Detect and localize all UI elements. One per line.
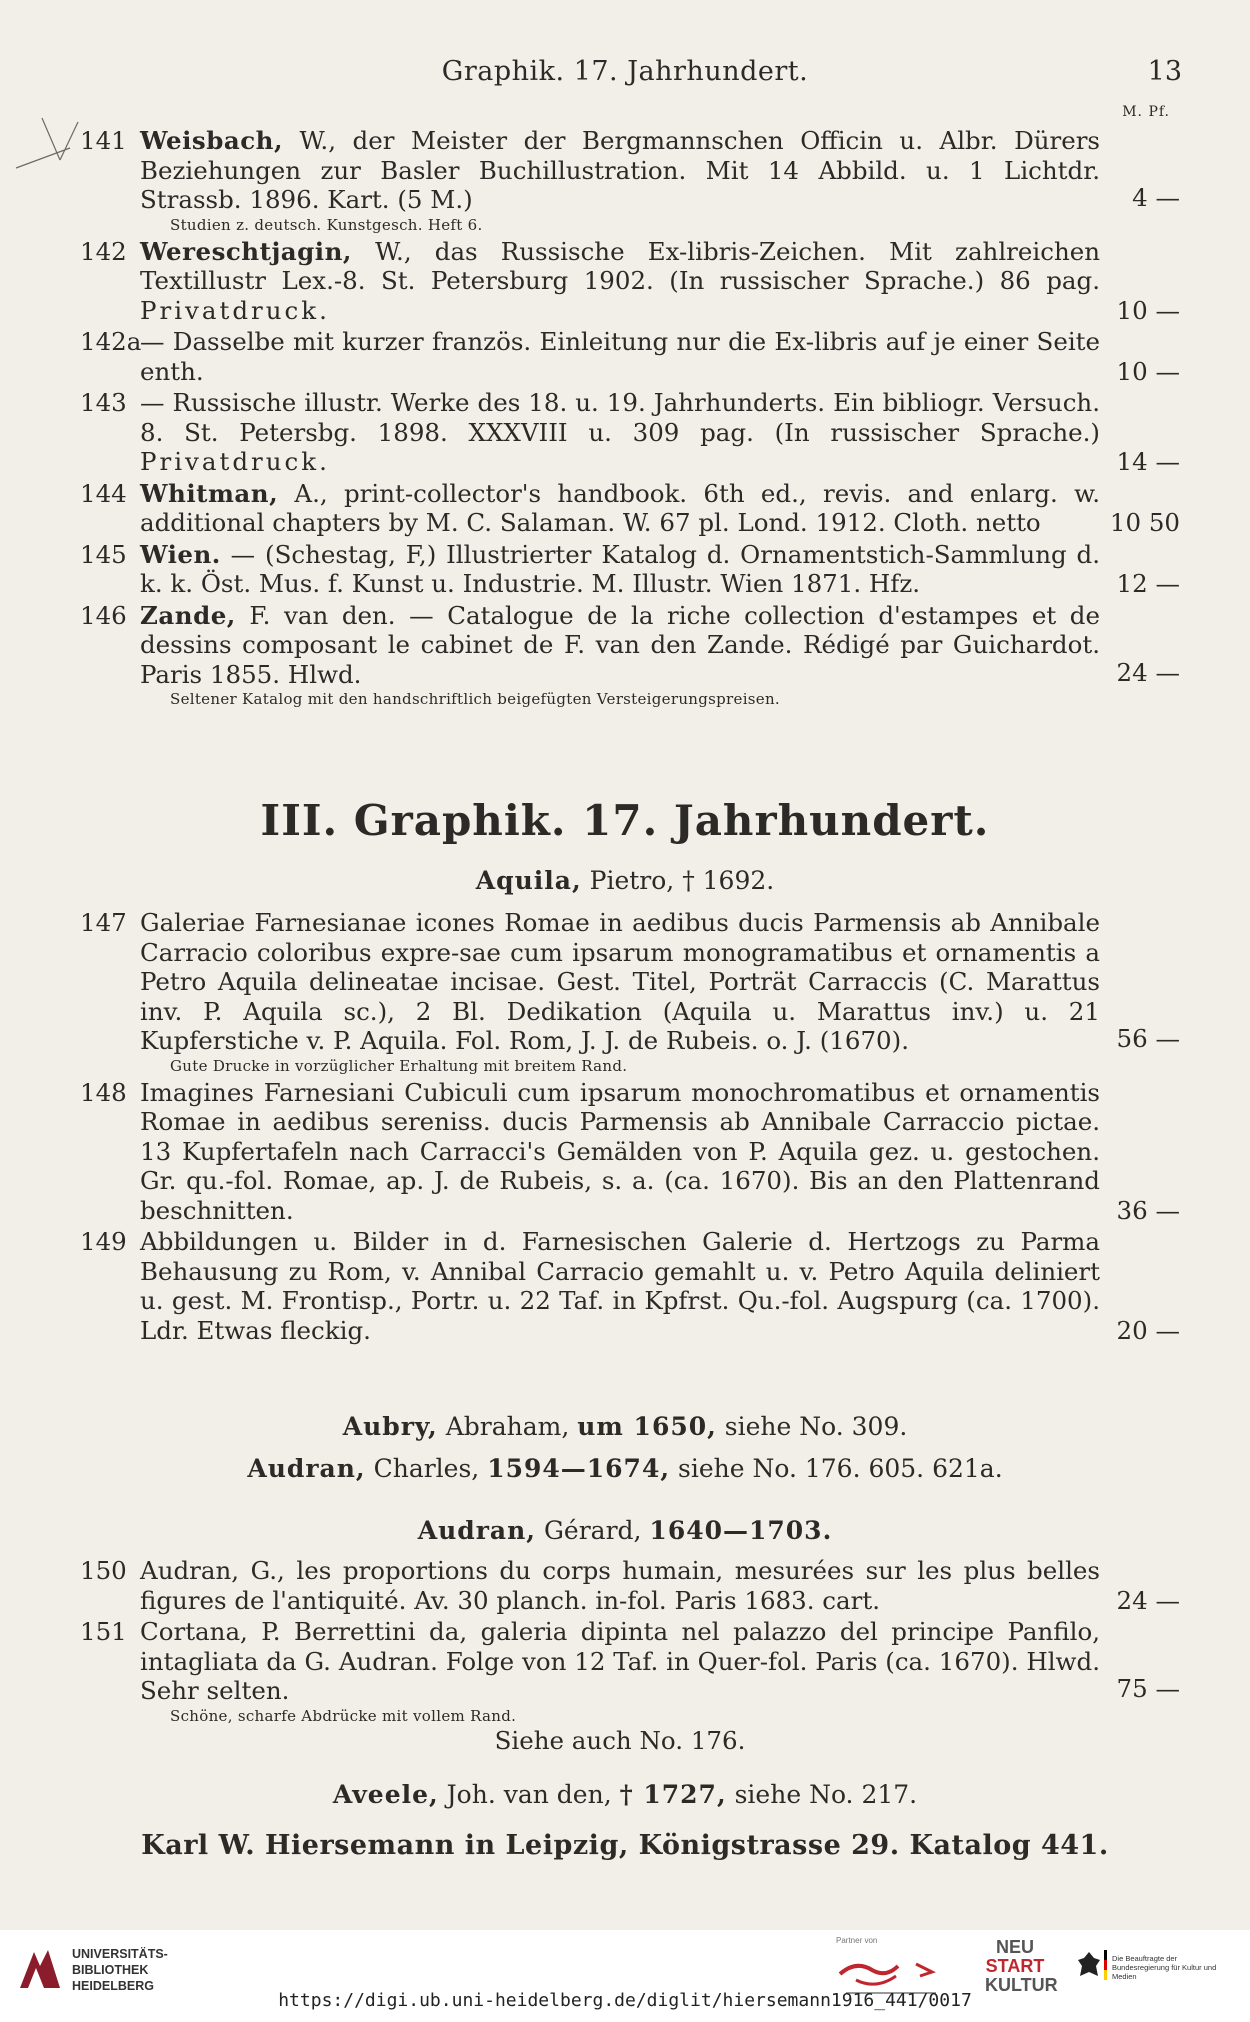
- entry-text: Imagines Farnesiani Cubiculi cum ipsarum monochromatibus et ornamentis Romae in aedibus sereniss. ducis Parmensis ab Annibale Carraccio pictae. 13 Kupfertafeln nach Carracci's Gemälden von P. Aquila gez. u. gestochen. Gr. qu.-fol. Romae, ap. J. de Rubeis, s. a. (ca. 1670). Bis an den Plattenrand beschnitten.: [140, 1077, 1100, 1225]
- artist-name: Aubry,: [342, 1412, 438, 1441]
- german-flag-stripe-icon: [1104, 1950, 1107, 1980]
- artist-see: siehe No. 217.: [726, 1780, 918, 1809]
- artist-heading-audran-charles: [0, 1454, 1250, 1483]
- price-column-header: M. Pf.: [1122, 104, 1170, 120]
- entries-audran: [80, 1556, 1180, 1757]
- entry-text: — Dasselbe mit kurzer französ. Einleitung nur die Ex-libris auf je einer Seite enth.: [140, 327, 1100, 386]
- entry-number: 144: [80, 478, 127, 508]
- entry-text: Cortana, P. Berrettini da, galeria dipinta nel palazzo del principe Panfilo, intagliata da G. Audran. Folge von 12 Taf. in Quer-fol. Paris (ca. 1670). Hlwd. Sehr selten.: [140, 1617, 1100, 1705]
- entry-text: — Russische illustr. Werke des 18. u. 19. Jahrhunderts. Ein bibliogr. Versuch. 8. St. Petersbg. 1898. XXXVIII u. 309 pag. (In russischer Sprache.): [140, 388, 1100, 447]
- entry-text: F. van den. — Catalogue de la riche collection d'estampes et de dessins composant le cabinet de F. van den Zande. Rédigé par Guichardot. Paris 1855. Hlwd.: [140, 600, 1100, 689]
- artist-heading-audran-gerard: [0, 1516, 1250, 1545]
- federal-text: Die Beauftragte der Bundesregierung für Kultur und Medien: [1112, 1954, 1217, 1981]
- entry-144: [80, 479, 1180, 538]
- entry-price: 20 —: [1116, 1315, 1180, 1345]
- entry-price: 4 —: [1132, 183, 1180, 212]
- entry-141: [80, 126, 1180, 235]
- entry-price: 75 —: [1116, 1673, 1180, 1703]
- entry-number: 150: [80, 1556, 127, 1585]
- artist-info: Charles,: [365, 1454, 488, 1483]
- artist-heading-aveele: [0, 1780, 1250, 1809]
- federal-government-logo: [1074, 1940, 1234, 1990]
- neu-word: NEU: [995, 1937, 1034, 1957]
- entry-price: 10 —: [1116, 356, 1180, 386]
- entry-number: 145: [80, 539, 127, 569]
- entry-text: W., der Meister der Bergmannschen Officin u. Albr. Dürers Beziehungen zur Basler Buchillustration. Mit 14 Abbild. u. 1 Lichtdr. Strassb. 1896. Kart. (5 M.): [140, 126, 1100, 214]
- entry-number: 149: [80, 1227, 127, 1256]
- artist-dates: † 1727,: [619, 1780, 727, 1809]
- entry-price: 24 —: [1116, 1585, 1180, 1615]
- entry-149: [80, 1227, 1180, 1345]
- author-name: Wereschtjagin,: [140, 236, 352, 266]
- entry-147: [80, 908, 1180, 1076]
- entry-note: Studien z. deutsch. Kunstgesch. Heft 6.: [170, 215, 483, 234]
- federal-eagle-icon: [1076, 1950, 1102, 1980]
- pencil-mark-icon: [8, 112, 88, 174]
- artist-name: Audran,: [247, 1454, 366, 1483]
- entry-151: [80, 1617, 1180, 1755]
- entries-top: [80, 126, 1180, 711]
- artist-info: Abraham,: [437, 1412, 578, 1441]
- university-library-name: [72, 1946, 168, 1994]
- entry-number: 141: [80, 126, 127, 155]
- artist-see: siehe No. 176. 605. 621a.: [670, 1454, 1003, 1483]
- permalink-url[interactable]: https://digi.ub.uni-heidelberg.de/diglit/hiersemann1916_441/0017: [278, 1990, 972, 2011]
- running-header: [0, 56, 1250, 96]
- artist-dates: Pietro, † 1692.: [581, 866, 775, 895]
- entries-aquila: [80, 908, 1180, 1347]
- entry-number: 146: [80, 600, 127, 630]
- entry-price: 14 —: [1116, 447, 1180, 476]
- entry-price: 56 —: [1116, 1024, 1180, 1053]
- entry-number: 142a: [80, 327, 142, 356]
- entry-note: Seltener Katalog mit den handschriftlich beigefügten Versteigerungspreisen.: [170, 690, 780, 708]
- entry-price: 36 —: [1116, 1195, 1180, 1225]
- artist-heading-aubry: [0, 1412, 1250, 1441]
- artist-heading-aquila: [0, 866, 1250, 895]
- uni-line-2: BIBLIOTHEK: [72, 1963, 149, 1977]
- entry-number: 151: [80, 1617, 127, 1646]
- artist-info: Joh. van den,: [438, 1780, 620, 1809]
- kultur-word: KULTUR: [985, 1975, 1058, 1995]
- artist-name: Audran,: [417, 1516, 536, 1545]
- entry-143: [80, 388, 1180, 477]
- publisher-footer: Karl W. Hiersemann in Leipzig, Königstrasse 29. Katalog 441.: [141, 1830, 1109, 1861]
- page-number: 13: [1147, 56, 1182, 87]
- entry-146: [80, 601, 1180, 710]
- neustart-kultur-logo: [985, 1937, 1058, 1995]
- entry-price: 12 —: [1116, 569, 1180, 598]
- entry-spaced-text: Privatdruck.: [140, 447, 330, 476]
- entry-148: [80, 1078, 1180, 1226]
- entry-price: 10 50: [1109, 508, 1180, 537]
- author-name: Wien.: [140, 539, 221, 569]
- entry-142a: [80, 327, 1180, 386]
- entry-number: 142: [80, 236, 127, 266]
- entry-text: Abbildungen u. Bilder in d. Farnesischen Galerie d. Hertzogs zu Parma Behausung zu Rom, v. Annibal Carracio gemahlt u. v. Petro Aquila deliniert u. gest. M. Frontisp., Portr. u. 22 Taf. in Kpfrst. Qu.-fol. Augspurg (ca. 1700). Ldr. Etwas fleckig.: [140, 1227, 1100, 1345]
- entry-145: [80, 540, 1180, 599]
- author-name: Weisbach,: [140, 126, 283, 155]
- entry-number: 147: [80, 908, 127, 937]
- entry-number: 148: [80, 1077, 127, 1107]
- start-word: START: [985, 1956, 1045, 1976]
- artist-info: Gérard,: [536, 1516, 650, 1545]
- entry-number: 143: [80, 388, 127, 417]
- author-name: Whitman,: [140, 478, 279, 508]
- entry-text: W., das Russische Ex-libris-Zeichen. Mit zahlreichen Textillustr Lex.-8. St. Petersburg 1902. (In russischer Sprache.) 86 pag.: [140, 236, 1100, 295]
- entry-150: [80, 1556, 1180, 1615]
- entry-text: Audran, G., les proportions du corps humain, mesurées sur les plus belles figures de l'antiquité. Av. 30 planch. in-fol. Paris 1683. cart.: [140, 1556, 1100, 1615]
- see-also: Siehe auch No. 176.: [494, 1725, 746, 1755]
- entry-note: Schöne, scharfe Abdrücke mit vollem Rand.: [170, 1706, 517, 1725]
- artist-dates: um 1650,: [577, 1412, 717, 1441]
- artist-dates: 1640—1703.: [649, 1516, 833, 1545]
- uni-line-3: HEIDELBERG: [72, 1979, 154, 1993]
- section-title: III. Graphik. 17. Jahrhundert.: [260, 796, 990, 845]
- entry-note: Gute Drucke in vorzüglicher Erhaltung mit breitem Rand.: [170, 1056, 628, 1075]
- entry-142: [80, 237, 1180, 326]
- entry-price: 10 —: [1116, 295, 1180, 325]
- entry-text: A., print-collector's handbook. 6th ed., revis. and enlarg. w. additional chapters by M. C. Salaman. W. 67 pl. Lond. 1912. Cloth. netto: [140, 478, 1100, 537]
- partner-label: Partner von: [836, 1936, 878, 1945]
- entry-text: Galeriae Farnesianae icones Romae in aedibus ducis Parmensis ab Annibale Carracio coloribus expre-sae cum ipsarum monogramatibus et ornamentis a Petro Aquila delineatae incisae. Gest. Titel, Porträt Carraccis (C. Marattus inv. P. Aquila sc.), 2 Bl. Dedikation (Aquila u. Marattus inv.) u. 21 Kupferstiche v. P. Aquila. Fol. Rom, J. J. de Rubeis. o. J. (1670).: [140, 908, 1100, 1055]
- artist-see: siehe No. 309.: [716, 1412, 908, 1441]
- entry-text: — (Schestag, F,) Illustrierter Katalog d. Ornamentstich-Sammlung d. k. k. Öst. Mus. f. Kunst u. Industrie. M. Illustr. Wien 1871. Hfz.: [140, 539, 1100, 598]
- artist-name: Aveele,: [332, 1780, 439, 1809]
- entry-price: 24 —: [1116, 657, 1180, 687]
- university-library-logo-icon: [14, 1944, 66, 1994]
- uni-line-1: UNIVERSITÄTS-: [72, 1947, 168, 1961]
- running-title: Graphik. 17. Jahrhundert.: [441, 56, 809, 87]
- artist-dates: 1594—1674,: [487, 1454, 671, 1483]
- author-name: Zande,: [140, 600, 236, 630]
- artist-name: Aquila,: [475, 866, 582, 895]
- entry-spaced-text: Privatdruck.: [140, 295, 330, 325]
